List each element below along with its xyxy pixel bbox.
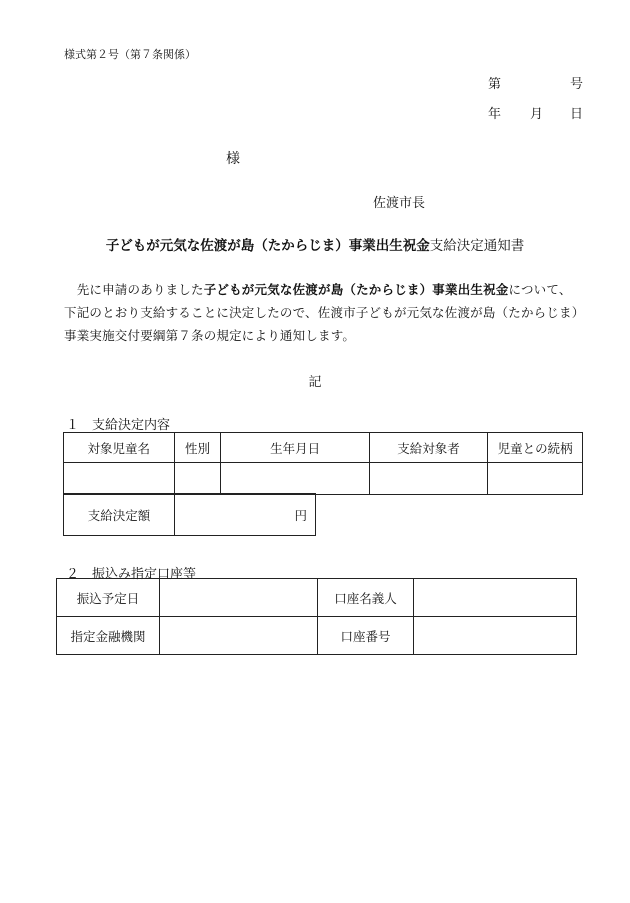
- body-indent: 先に申請のありました: [64, 282, 204, 297]
- body-bold: 子どもが元気な佐渡が島（たからじま）事業出生祝金: [203, 282, 509, 297]
- scheduled-date-field[interactable]: [160, 579, 318, 617]
- col-birthdate: 生年月日: [221, 433, 369, 463]
- account-holder-field[interactable]: [414, 579, 577, 617]
- amount-unit: 円: [294, 507, 307, 523]
- body-text: [64, 278, 584, 347]
- col-sex: 性別: [174, 433, 221, 463]
- birthdate-field[interactable]: [221, 463, 369, 495]
- child-name-field[interactable]: [64, 463, 175, 495]
- addressee-honorific: 様: [226, 151, 240, 167]
- amount-field[interactable]: [175, 494, 316, 536]
- scheduled-date-label: 振込予定日: [57, 579, 160, 617]
- body-rest: について、下記のとおり支給することに決定したので、佐渡市子どもが元気な佐渡が島（たからじま）事業実施交付要綱第７条の規定により通知します。: [64, 282, 579, 343]
- recipient-field[interactable]: [369, 463, 488, 495]
- number-suffix: 号: [570, 77, 584, 92]
- form-number: 様式第２号（第７条関係）: [64, 48, 196, 61]
- section2-heading: ２ 振込み指定口座等: [66, 567, 197, 582]
- amount-table: [63, 493, 316, 536]
- decision-table: [63, 432, 583, 495]
- account-number-field[interactable]: [414, 617, 577, 655]
- col-relationship: 児童との続柄: [488, 433, 583, 463]
- bank-label: 指定金融機関: [57, 617, 160, 655]
- section1-heading: １ 支給決定内容: [66, 418, 171, 433]
- amount-label: 支給決定額: [64, 494, 175, 536]
- bank-account-table: [56, 578, 577, 655]
- bank-field[interactable]: [160, 617, 318, 655]
- title-normal: 支給決定通知書: [429, 238, 525, 254]
- account-holder-label: 口座名義人: [318, 579, 414, 617]
- issuer-name: 佐渡市長: [373, 196, 426, 211]
- date-day: 日: [570, 107, 584, 122]
- sex-field[interactable]: [174, 463, 221, 495]
- document-title: [0, 234, 630, 254]
- number-prefix: 第: [488, 77, 502, 92]
- title-bold: 子どもが元気な佐渡が島（たからじま）事業出生祝金: [105, 238, 430, 254]
- col-recipient: 支給対象者: [369, 433, 488, 463]
- col-child-name: 対象児童名: [64, 433, 175, 463]
- date-month: 月: [530, 107, 544, 122]
- relationship-field[interactable]: [488, 463, 583, 495]
- account-number-label: 口座番号: [318, 617, 414, 655]
- date-year: 年: [488, 107, 502, 122]
- ki-heading: 記: [308, 375, 322, 390]
